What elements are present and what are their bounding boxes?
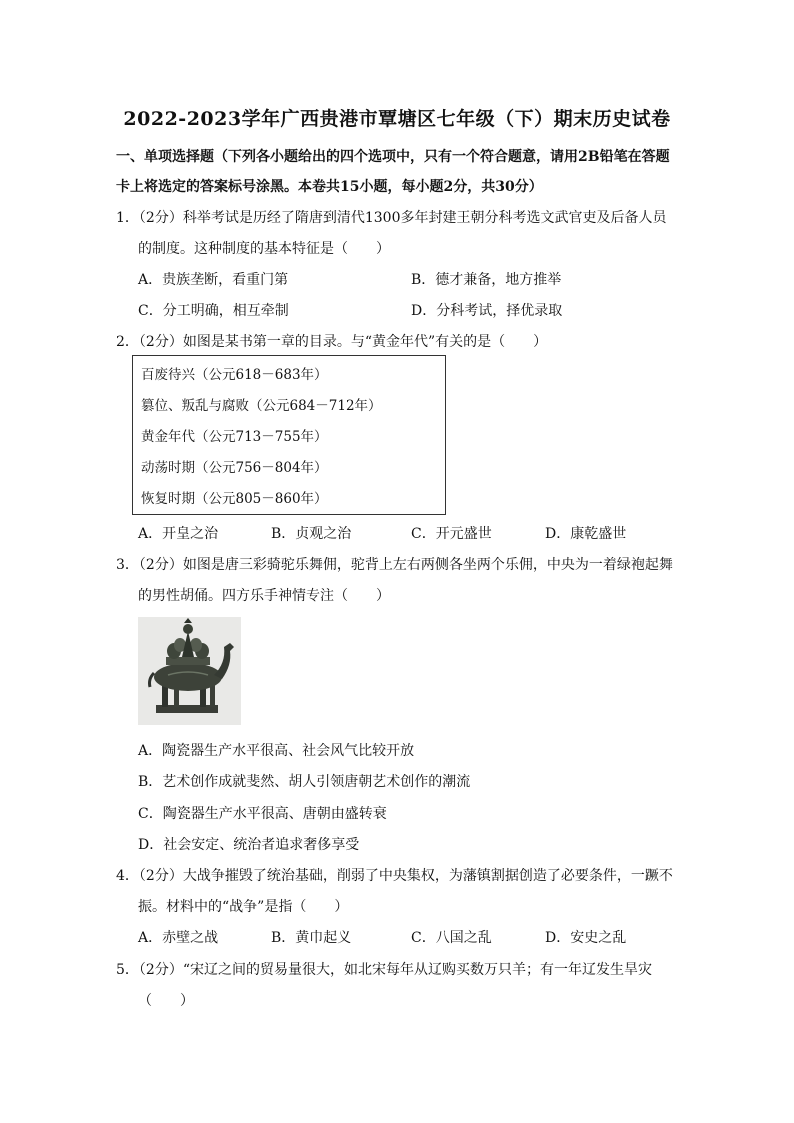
camel-figurine-photo <box>138 617 241 725</box>
question-stem: 科举考试是历经了隋唐到清代1300多年封建王朝分科考选文武官吏及后备人员 <box>182 210 667 226</box>
question-stem: 大战争摧毁了统治基础，削弱了中央集权，为藩镇割据创造了必要条件，一蹶不 <box>182 868 673 884</box>
q2-option-d: D．康乾盛世 <box>545 526 627 542</box>
q2-option-c: C．开元盛世 <box>411 526 492 542</box>
section-heading-line2: 卡上将选定的答案标号涂黑。本卷共15小题，每小题2分，共30分） <box>116 179 543 195</box>
question-1-line2: 的制度。这种制度的基本特征是（ ） <box>138 241 390 257</box>
toc-item: 百废待兴（公元618－683年） <box>141 367 328 383</box>
q3-option-d: D．社会安定、统治者追求奢侈享受 <box>138 837 360 853</box>
toc-item: 黄金年代（公元713－755年） <box>141 429 328 445</box>
q2-option-a: A．开皇之治 <box>138 526 219 542</box>
q1-option-b: B．德才兼备，地方推举 <box>411 272 562 288</box>
question-4-line1 <box>116 866 673 886</box>
question-number: 4． <box>116 868 139 884</box>
question-number: 1． <box>116 210 139 226</box>
exam-title: 2022-2023学年广西贵港市覃塘区七年级（下）期末历史试卷 <box>123 108 671 130</box>
question-1-line1 <box>116 208 666 228</box>
q4-option-c: C．八国之乱 <box>411 930 492 946</box>
question-2-line1 <box>116 332 547 352</box>
q2-option-b: B．贞观之治 <box>271 526 352 542</box>
q4-option-d: D．安史之乱 <box>545 930 627 946</box>
question-score: （2分） <box>138 210 183 226</box>
question-stem: 如图是某书第一章的目录。与“黄金年代”有关的是（ ） <box>182 334 548 350</box>
q4-option-b: B．黄巾起义 <box>271 930 352 946</box>
q3-option-c: C．陶瓷器生产水平很高、唐朝由盛转衰 <box>138 806 387 822</box>
table-of-contents-box <box>132 355 446 515</box>
question-stem: 如图是唐三彩骑驼乐舞佣，驼背上左右两侧各坐两个乐佣，中央为一着绿袍起舞 <box>182 557 673 573</box>
q3-option-b: B．艺术创作成就斐然、胡人引领唐朝艺术创作的潮流 <box>138 774 471 790</box>
q1-option-a: A．贵族垄断，看重门第 <box>138 272 289 288</box>
question-score: （2分） <box>138 962 183 978</box>
q3-option-a: A．陶瓷器生产水平很高、社会风气比较开放 <box>138 743 415 759</box>
q1-option-c: C．分工明确，相互牵制 <box>138 303 289 319</box>
toc-item: 恢复时期（公元805－860年） <box>141 491 328 507</box>
section-heading-line1: 一、单项选择题（下列各小题给出的四个选项中，只有一个符合题意，请用2B铅笔在答题 <box>116 149 670 165</box>
toc-item: 篡位、叛乱与腐败（公元684－712年） <box>141 398 382 414</box>
toc-item: 动荡时期（公元756－804年） <box>141 460 328 476</box>
question-3-line2: 的男性胡俑。四方乐手神情专注（ ） <box>138 588 390 604</box>
question-5-line2: （ ） <box>138 993 194 1009</box>
question-5-line1 <box>116 960 652 980</box>
question-score: （2分） <box>138 334 183 350</box>
question-number: 2． <box>116 334 139 350</box>
camel-figurine-illustration <box>138 617 241 725</box>
question-stem: “宋辽之间的贸易量很大，如北宋每年从辽购买数万只羊；有一年辽发生旱灾 <box>182 962 652 978</box>
question-3-line1 <box>116 555 673 575</box>
q1-option-d: D．分科考试，择优录取 <box>411 303 563 319</box>
q4-option-a: A．赤壁之战 <box>138 930 219 946</box>
question-score: （2分） <box>138 868 183 884</box>
question-score: （2分） <box>138 557 183 573</box>
question-number: 5． <box>116 962 139 978</box>
question-number: 3． <box>116 557 139 573</box>
question-4-line2: 振。材料中的“战争”是指（ ） <box>138 899 349 915</box>
